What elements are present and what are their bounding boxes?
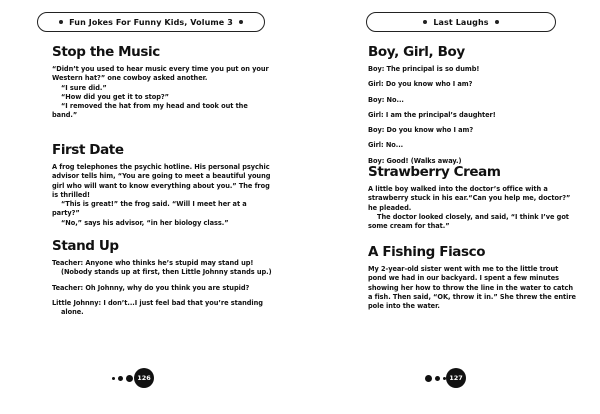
decorative-dots [425,375,449,382]
bullet-dot-icon [239,20,243,24]
dialog-text: I don’t...I just feel bad that you’re standing alone. [61,298,263,317]
speaker: Teacher: [52,259,84,267]
joke-title: Boy, Girl, Boy [368,44,465,60]
joke-first-date [52,142,272,228]
decorative-dots [112,375,136,382]
joke-body [368,265,578,311]
joke-body [52,259,272,317]
page-number-badge: 126 [134,368,154,388]
dialog-line [52,284,272,293]
speaker: Girl: [368,80,384,89]
joke-strawberry-cream [368,164,578,231]
joke-title: Strawberry Cream [368,164,501,180]
dialog-text: Oh Johnny, why do you think you are stupid? [85,283,250,292]
dialog-text: The principal is so dumb! [386,65,480,73]
dialog-text: I am the principal’s daughter! [385,110,496,119]
page-number-badge: 127 [446,368,466,388]
joke-paragraph: My 2-year-old sister went with me to the little trout pond we had in our backyard. I spent a few minutes showing her how to throw the line in the water to catch a fish. Then said, “OK, throw it in.” She threw the entire pole into the water. [368,265,576,311]
joke-title: Stop the Music [52,44,160,60]
speaker: Girl: [368,110,384,119]
joke-body [368,185,578,231]
joke-body [52,65,272,121]
joke-paragraph: “How did you get it to stop?” [61,92,169,101]
dialog-line [368,141,578,150]
joke-paragraph: A little boy walked into the doctor’s office with a strawberry stuck in his ear.“Can you help me, doctor?” he pleaded. [368,185,571,212]
joke-paragraph: “No,” says his advisor, “in her biology class.” [61,218,229,227]
speaker: Girl: [368,141,384,150]
left-page [12,0,302,414]
joke-title: First Date [52,142,124,158]
bullet-dot-icon [59,20,63,24]
joke-paragraph: “This is great!” the frog said. “Will I meet her at a party?” [52,200,247,218]
speaker: Boy: [368,95,385,104]
joke-paragraph: A frog telephones the psychic hotline. His personal psychic advisor tells him, “You are going to meet a beautiful young girl who will want to know everything about you.” The frog is thrilled! [52,163,271,199]
bullet-dot-icon [423,20,427,24]
dialog-text: No... [386,95,404,104]
running-header-left [37,12,265,32]
dialog-line [368,65,578,74]
joke-stop-the-music [52,44,272,121]
speaker: Teacher: [52,283,84,292]
dialog-text: Do you know who I am? [385,80,473,89]
dialog-line [52,259,272,278]
dialog-line [368,80,578,89]
speaker: Little Johnny: [52,298,102,307]
speaker: Boy: [368,65,385,73]
joke-stand-up [52,238,272,323]
dialog-line [368,96,578,105]
joke-paragraph: “Didn’t you used to hear music every time you put on your Western hat?” one cowboy asked another. [52,65,269,83]
right-page [312,0,600,414]
joke-paragraph: “I removed the hat from my head and took out the band.” [52,102,248,120]
dialog-text: No... [385,141,404,150]
joke-a-fishing-fiasco [368,244,578,311]
bullet-dot-icon [495,20,499,24]
joke-boy-girl-boy [368,44,578,172]
dialog-text: Do you know who I am? [386,126,474,135]
joke-title: A Fishing Fiasco [368,244,486,260]
joke-body [368,65,578,166]
dialog-line [52,299,272,318]
joke-paragraph: “I sure did.” [61,83,107,92]
speaker: Boy: [368,156,385,165]
joke-paragraph: The doctor looked closely, and said, “I think I’ve got some cream for that.” [368,212,569,231]
joke-title: Stand Up [52,238,119,254]
dialog-text: Good! (Walks away.) [386,156,462,165]
speaker: Boy: [368,126,385,135]
header-title: Fun Jokes For Funny Kids, Volume 3 [69,17,233,27]
header-title: Last Laughs [433,17,489,27]
running-header-right [366,12,556,32]
dialog-line [368,111,578,120]
dialog-text: Anyone who thinks he’s stupid may stand up! (Nobody stands up at first, then Little Johnny stands up.) [61,259,272,277]
joke-body [52,163,272,228]
dialog-line [368,126,578,135]
